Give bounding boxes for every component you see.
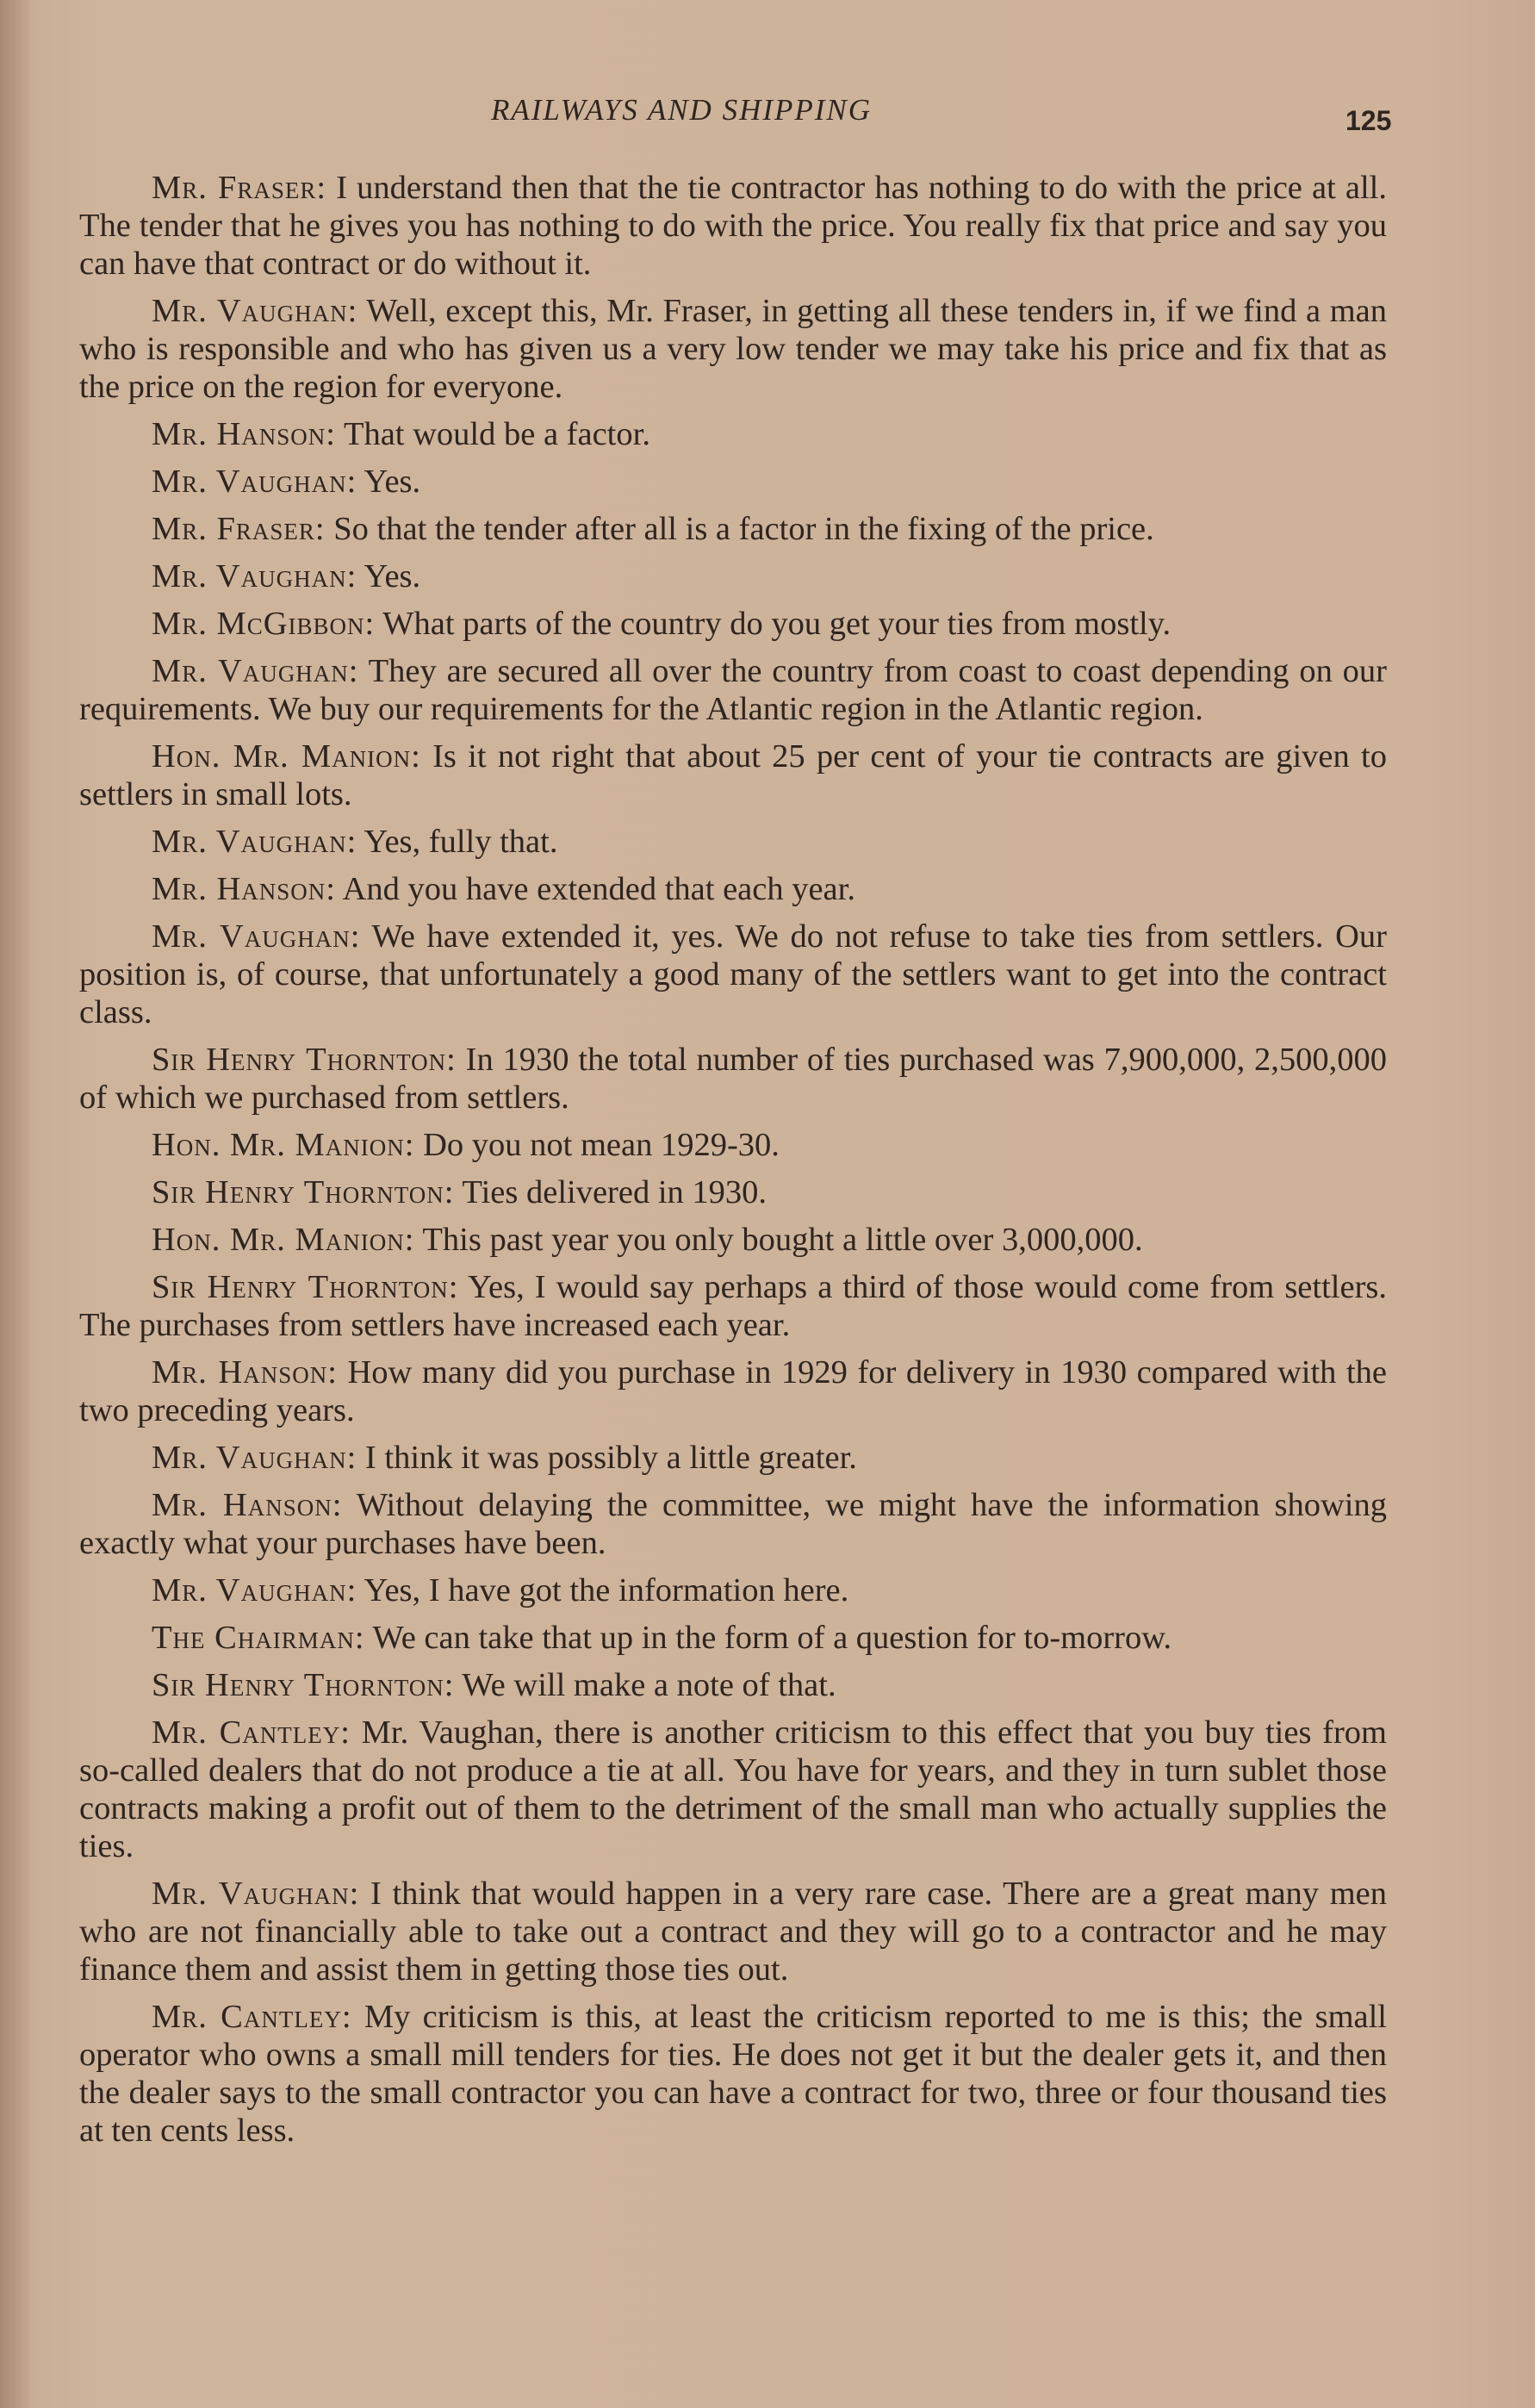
transcript-paragraph — [79, 1714, 1387, 1865]
speech-text: What parts of the country do you get your ties from mostly. — [375, 606, 1171, 642]
speech-text: Ties delivered in 1930. — [454, 1174, 768, 1210]
speech-text: I think that would happen in a very rare case. There are a great many men who are not financially able to take out a contract and they will go to a contractor and he may finance them and assist them in getting those ties out. — [79, 1876, 1387, 1988]
speech-text: We will make a note of that. — [454, 1667, 836, 1703]
speaker-name: Mr. Hanson: — [152, 416, 337, 452]
transcript-paragraph — [79, 292, 1387, 406]
speech-text: So that the tender after all is a factor in the fixing of the price. — [325, 511, 1154, 547]
speaker-name: Mr. Vaughan: — [152, 824, 357, 860]
transcript-paragraph — [79, 652, 1387, 728]
speech-text: This past year you only bought a little over 3,000,000. — [414, 1222, 1143, 1258]
speaker-name: Hon. Mr. Manion: — [152, 1127, 415, 1163]
transcript-paragraph — [79, 737, 1387, 813]
transcript-paragraph — [79, 1619, 1387, 1657]
speech-text: And you have extended that each year. — [336, 871, 855, 907]
speaker-name: Mr. Vaughan: — [152, 918, 361, 955]
speaker-name: Sir Henry Thornton: — [152, 1042, 457, 1078]
transcript-paragraph — [79, 1221, 1387, 1259]
speaker-name: Mr. Vaughan: — [152, 464, 357, 500]
speech-text: Do you not mean 1929-30. — [414, 1127, 780, 1163]
speaker-name: Mr. Vaughan: — [152, 1876, 360, 1912]
speaker-name: Mr. Fraser: — [152, 170, 327, 206]
speech-text: We have extended it, yes. We do not refuse to take ties from settlers. Our position is, of course, that unfortunately a good many of the settlers want to get into the contract class. — [79, 918, 1387, 1030]
speaker-name: Sir Henry Thornton: — [152, 1269, 459, 1305]
transcript-body — [79, 169, 1387, 2159]
speaker-name: Mr. Vaughan: — [152, 1572, 357, 1608]
speaker-name: The Chairman: — [152, 1620, 365, 1656]
speech-text: How many did you purchase in 1929 for delivery in 1930 compared with the two preceding years. — [79, 1354, 1387, 1428]
speech-text: I understand then that the tie contractor has nothing to do with the price at all. The tender that he gives you has nothing to do with the price. You really fix that price and say you can have that contract or do without it. — [79, 170, 1388, 282]
page-spine-shadow — [0, 0, 29, 2408]
speaker-name: Sir Henry Thornton: — [152, 1174, 455, 1210]
speech-text: Yes. — [357, 464, 421, 500]
speech-text: Yes. — [357, 558, 421, 594]
transcript-paragraph — [79, 1173, 1387, 1211]
speech-text: We can take that up in the form of a question for to-morrow. — [364, 1620, 1172, 1656]
speaker-name: Mr. Vaughan: — [152, 1440, 357, 1476]
transcript-paragraph — [79, 1126, 1387, 1164]
transcript-paragraph — [79, 510, 1387, 548]
speech-text: That would be a factor. — [336, 416, 650, 452]
speech-text: Well, except this, Mr. Fraser, in getting all these tenders in, if we find a man who is responsible and who has given us a very low tender we may take his price and fix that as the price on the region for everyone. — [79, 293, 1387, 405]
speech-text: I think it was possibly a little greater. — [357, 1440, 857, 1476]
transcript-paragraph — [79, 1998, 1387, 2150]
page-header — [0, 93, 1535, 145]
speaker-name: Hon. Mr. Manion: — [152, 1222, 415, 1258]
speaker-name: Mr. Hanson: — [152, 1354, 338, 1391]
transcript-paragraph — [79, 1666, 1387, 1704]
transcript-paragraph — [79, 169, 1387, 283]
speaker-name: Mr. McGibbon: — [152, 606, 376, 642]
transcript-paragraph — [79, 415, 1387, 453]
speech-text: My criticism is this, at least the criticism reported to me is this; the small operator who owns a small mill tenders for ties. He does not get it but the dealer gets it, and then the dealer says to the small contractor you can have a contract for two, three or four thousand ties at ten cents less. — [79, 1999, 1388, 2149]
speech-text: Yes, I have got the information here. — [357, 1572, 849, 1608]
speaker-name: Mr. Cantley: — [152, 1714, 351, 1751]
transcript-paragraph — [79, 605, 1387, 643]
page-number: 125 — [1345, 105, 1392, 136]
transcript-paragraph — [79, 823, 1387, 861]
speaker-name: Mr. Fraser: — [152, 511, 326, 547]
speaker-name: Mr. Cantley: — [152, 1999, 352, 2035]
speaker-name: Mr. Vaughan: — [152, 293, 358, 329]
transcript-paragraph — [79, 557, 1387, 595]
transcript-paragraph — [79, 1571, 1387, 1609]
speech-text: Is it not right that about 25 per cent of your tie contracts are given to settlers in small lots. — [79, 738, 1387, 812]
transcript-paragraph — [79, 1041, 1387, 1117]
transcript-paragraph — [79, 1875, 1387, 1988]
speech-text: Mr. Vaughan, there is another criticism to this effect that you buy ties from so-called dealers that do not produce a tie at all. You have for years, and they in turn sublet those contracts making a profit out of them to the detriment of the small man who actually supplies the ties. — [79, 1714, 1387, 1864]
transcript-paragraph — [79, 1268, 1387, 1344]
transcript-paragraph — [79, 1439, 1387, 1477]
speaker-name: Mr. Hanson: — [152, 1487, 343, 1523]
speech-text: They are secured all over the country from coast to coast depending on our requirements. We buy our requirements for the Atlantic region in the Atlantic region. — [79, 653, 1387, 727]
speaker-name: Mr. Vaughan: — [152, 558, 357, 594]
transcript-paragraph — [79, 918, 1387, 1031]
speaker-name: Hon. Mr. Manion: — [152, 738, 421, 775]
transcript-paragraph — [79, 1486, 1387, 1562]
transcript-paragraph — [79, 1353, 1387, 1429]
transcript-paragraph — [79, 870, 1387, 908]
running-head: RAILWAYS AND SHIPPING — [491, 93, 873, 127]
speaker-name: Mr. Vaughan: — [152, 653, 359, 689]
transcript-paragraph — [79, 463, 1387, 501]
speaker-name: Sir Henry Thornton: — [152, 1667, 455, 1703]
speaker-name: Mr. Hanson: — [152, 871, 337, 907]
speech-text: In 1930 the total number of ties purchased was 7,900,000, 2,500,000 of which we purchased from settlers. — [79, 1042, 1388, 1116]
speech-text: Without delaying the committee, we might have the information showing exactly what your purchases have been. — [79, 1487, 1387, 1561]
speech-text: Yes, fully that. — [357, 824, 558, 860]
speech-text: Yes, I would say perhaps a third of those would come from settlers. The purchases from settlers have increased each year. — [79, 1269, 1387, 1343]
